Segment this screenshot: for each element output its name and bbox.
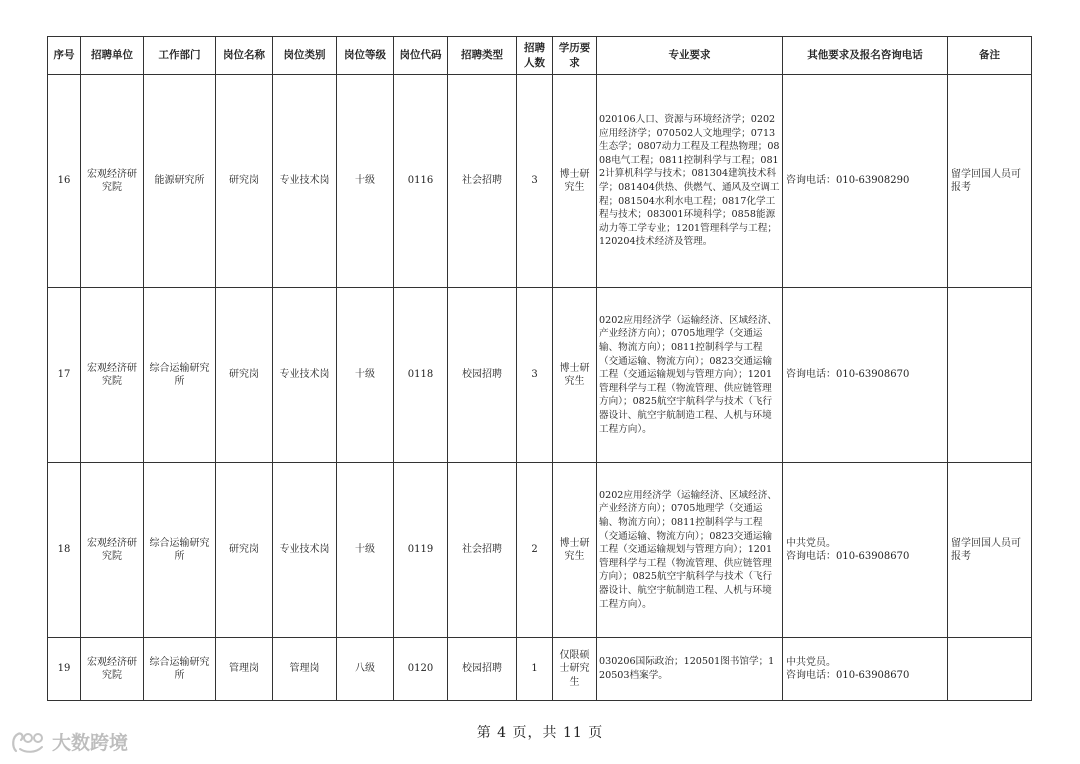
header-cell: 岗位代码 bbox=[394, 37, 448, 75]
table-row bbox=[48, 638, 1032, 701]
watermark bbox=[10, 728, 128, 755]
cell-level: 八级 bbox=[337, 638, 394, 701]
cell-other: 中共党员。 咨询电话：010-63908670 bbox=[783, 463, 948, 638]
cell-note bbox=[948, 288, 1032, 463]
cell-no: 17 bbox=[48, 288, 81, 463]
header-cell: 岗位名称 bbox=[216, 37, 273, 75]
header-cell: 备注 bbox=[948, 37, 1032, 75]
cell-no: 16 bbox=[48, 75, 81, 288]
cell-major: 030206国际政治；120501图书馆学；120503档案学。 bbox=[597, 638, 783, 701]
cell-unit: 宏观经济研究院 bbox=[81, 75, 144, 288]
cell-major: 0202应用经济学（运输经济、区域经济、产业经济方向）；0705地理学（交通运输、物流方向）；0811控制科学与工程（交通运输、物流方向）；0823交通运输工程（交通运输规划与管理方向）；1201管理科学与工程（物流管理、供应链管理方向）；0825航空宇航科学与技术（飞行器设计、航空宇航制造工程、人机与环境工程方向）。 bbox=[597, 463, 783, 638]
cell-edu: 博士研究生 bbox=[553, 463, 597, 638]
cell-category: 专业技术岗 bbox=[273, 463, 337, 638]
cell-edu: 仅限硕士研究生 bbox=[553, 638, 597, 701]
cell-dept: 综合运输研究所 bbox=[144, 288, 216, 463]
cell-level: 十级 bbox=[337, 75, 394, 288]
header-cell: 序号 bbox=[48, 37, 81, 75]
cell-count: 2 bbox=[517, 463, 553, 638]
table-row bbox=[48, 288, 1032, 463]
cell-other: 咨询电话：010-63908670 bbox=[783, 288, 948, 463]
cell-count: 1 bbox=[517, 638, 553, 701]
cell-major: 0202应用经济学（运输经济、区域经济、产业经济方向）；0705地理学（交通运输、物流方向）；0811控制科学与工程（交通运输、物流方向）；0823交通运输工程（交通运输规划与管理方向）；1201管理科学与工程（物流管理、供应链管理方向）；0825航空宇航科学与技术（飞行器设计、航空宇航制造工程、人机与环境工程方向）。 bbox=[597, 288, 783, 463]
cell-dept: 能源研究所 bbox=[144, 75, 216, 288]
header-cell: 岗位等级 bbox=[337, 37, 394, 75]
header-cell: 招聘单位 bbox=[81, 37, 144, 75]
cell-type: 社会招聘 bbox=[448, 75, 517, 288]
cell-type: 校园招聘 bbox=[448, 288, 517, 463]
cell-note: 留学回国人员可报考 bbox=[948, 463, 1032, 638]
cell-dept: 综合运输研究所 bbox=[144, 638, 216, 701]
cell-type: 社会招聘 bbox=[448, 463, 517, 638]
header-cell: 学历要求 bbox=[553, 37, 597, 75]
cell-dept: 综合运输研究所 bbox=[144, 463, 216, 638]
cell-other: 咨询电话：010-63908290 bbox=[783, 75, 948, 288]
recruitment-table bbox=[47, 36, 1032, 701]
cell-post: 管理岗 bbox=[216, 638, 273, 701]
watermark-text: 大数跨境 bbox=[52, 732, 129, 754]
table-header-row bbox=[48, 37, 1032, 75]
cell-post: 研究岗 bbox=[216, 75, 273, 288]
cell-major: 020106人口、资源与环境经济学；0202应用经济学；070502人文地理学；0713生态学；0807动力工程及工程热物理；0808电气工程；0811控制科学与工程；0812计算机科学与技术；081304建筑技术科学；081404供热、供燃气、通风及空调工程；081504水利水电工程；0817化学工程与技术；083001环境科学；0858能源动力等工学专业；1201管理科学与工程；120204技术经济及管理。 bbox=[597, 75, 783, 288]
cell-count: 3 bbox=[517, 288, 553, 463]
header-cell: 岗位类别 bbox=[273, 37, 337, 75]
brand-logo-icon bbox=[10, 729, 48, 755]
cell-count: 3 bbox=[517, 75, 553, 288]
header-cell: 招聘类型 bbox=[448, 37, 517, 75]
header-cell: 招聘人数 bbox=[517, 37, 553, 75]
cell-code: 0120 bbox=[394, 638, 448, 701]
cell-code: 0119 bbox=[394, 463, 448, 638]
cell-unit: 宏观经济研究院 bbox=[81, 463, 144, 638]
cell-no: 19 bbox=[48, 638, 81, 701]
header-cell: 工作部门 bbox=[144, 37, 216, 75]
cell-edu: 博士研究生 bbox=[553, 75, 597, 288]
table-row bbox=[48, 75, 1032, 288]
cell-category: 专业技术岗 bbox=[273, 288, 337, 463]
cell-code: 0118 bbox=[394, 288, 448, 463]
cell-post: 研究岗 bbox=[216, 463, 273, 638]
cell-other: 中共党员。 咨询电话：010-63908670 bbox=[783, 638, 948, 701]
header-cell: 其他要求及报名咨询电话 bbox=[783, 37, 948, 75]
header-cell: 专业要求 bbox=[597, 37, 783, 75]
cell-code: 0116 bbox=[394, 75, 448, 288]
cell-edu: 博士研究生 bbox=[553, 288, 597, 463]
cell-note: 留学回国人员可报考 bbox=[948, 75, 1032, 288]
cell-note bbox=[948, 638, 1032, 701]
page-number: 第 4 页，共 11 页 bbox=[476, 725, 604, 741]
cell-category: 专业技术岗 bbox=[273, 75, 337, 288]
cell-level: 十级 bbox=[337, 463, 394, 638]
cell-post: 研究岗 bbox=[216, 288, 273, 463]
cell-category: 管理岗 bbox=[273, 638, 337, 701]
cell-type: 校园招聘 bbox=[448, 638, 517, 701]
cell-level: 十级 bbox=[337, 288, 394, 463]
cell-no: 18 bbox=[48, 463, 81, 638]
cell-unit: 宏观经济研究院 bbox=[81, 288, 144, 463]
table-row bbox=[48, 463, 1032, 638]
cell-unit: 宏观经济研究院 bbox=[81, 638, 144, 701]
